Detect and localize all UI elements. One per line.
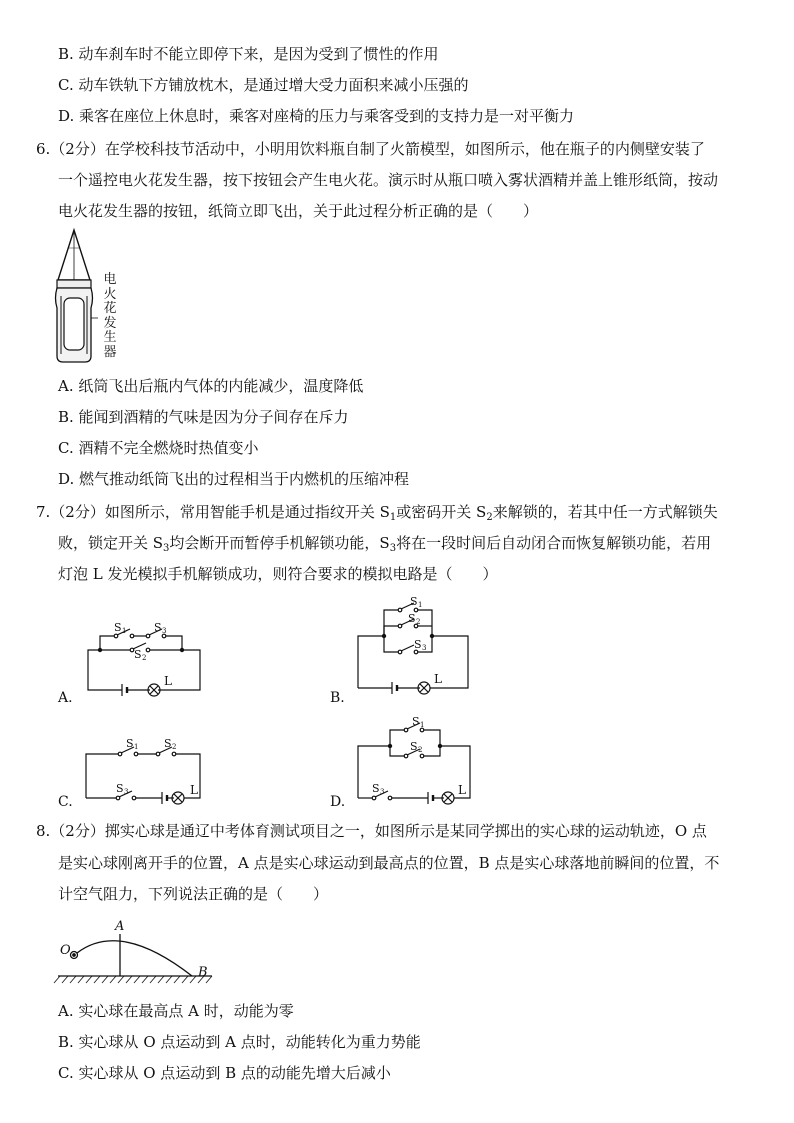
- circuit-c-label: C.: [58, 794, 73, 810]
- circuit-d-label: D.: [330, 794, 346, 810]
- label-char-5: 生: [103, 330, 117, 345]
- svg-text:1: 1: [420, 721, 425, 729]
- svg-text:1: 1: [134, 743, 139, 751]
- circuit-b-label: B.: [330, 690, 345, 706]
- q7-stem-line1: 7.（2分）如图所示，常用智能手机是通过指纹开关 $S_1$或密码开关 $S_2$来解锁的，若其中任一方式解锁失: [36, 503, 718, 523]
- q5-option-b: B. 动车刹车时不能立即停下来，是因为受到了惯性的作用: [58, 45, 439, 63]
- q6-stem-line2: 一个遥控电火花发生器，按下按钮会产生电火花。演示时从瓶口喷入雾状酒精并盖上锥形纸筒，按动: [58, 171, 719, 189]
- q8-stem-line3: 计空气阻力，下列说法正确的是（ ）: [58, 885, 329, 903]
- svg-text:1: 1: [122, 627, 127, 635]
- circuit-a-label: A.: [58, 690, 73, 706]
- svg-text:S: S: [164, 737, 172, 750]
- svg-text:S: S: [372, 782, 380, 795]
- shot-put-trajectory-figure: [52, 918, 222, 988]
- label-char-2: 火: [103, 286, 117, 302]
- circuit-b: [350, 596, 480, 696]
- svg-text:S: S: [134, 648, 142, 661]
- svg-text:S: S: [126, 737, 134, 750]
- q6-option-c: C. 酒精不完全燃烧时热值变小: [58, 439, 259, 457]
- point-b-label: B: [198, 965, 208, 980]
- q8-stem-line2: 是实心球刚离开手的位置，A 点是实心球运动到最高点的位置，B 点是实心球落地前瞬间的位置，不: [58, 854, 720, 872]
- q6-stem-line3: 电火花发生器的按钮，纸筒立即飞出，关于此过程分析正确的是（ ）: [58, 202, 539, 220]
- q7-stem-line2: 败，锁定开关 $S_3$均会断开而暂停手机解锁功能，$S_3$将在一段时间后自动闭合而恢复解锁功能，若用: [58, 534, 712, 554]
- q6-option-a: A. 纸筒飞出后瓶内气体的内能减少，温度降低: [58, 377, 364, 395]
- svg-text:L: L: [190, 783, 198, 797]
- svg-text:3: 3: [124, 788, 129, 796]
- svg-text:S: S: [412, 715, 420, 728]
- point-a-label: A: [115, 919, 125, 934]
- svg-text:S: S: [414, 638, 422, 651]
- label-char-6: 器: [103, 344, 117, 360]
- circuit-d: [350, 716, 480, 806]
- circuit-c: [80, 734, 210, 804]
- q5-option-d: D. 乘客在座位上休息时，乘客对座椅的压力与乘客受到的支持力是一对平衡力: [58, 107, 575, 125]
- svg-text:L: L: [434, 672, 442, 686]
- q5-option-c: C. 动车铁轨下方铺放枕木，是通过增大受力面积来减小压强的: [58, 76, 469, 94]
- circuit-a: [80, 618, 210, 698]
- svg-text:3: 3: [380, 788, 385, 796]
- svg-text:S: S: [408, 612, 416, 625]
- q7-stem-line3: 灯泡 L 发光模拟手机解锁成功，则符合要求的模拟电路是（ ）: [58, 565, 498, 583]
- svg-text:S: S: [114, 621, 122, 634]
- spark-generator-label: [102, 273, 118, 360]
- q6-option-b: B. 能闻到酒精的气味是因为分子间存在斥力: [58, 408, 349, 426]
- q6-option-d: D. 燃气推动纸筒飞出的过程相当于内燃机的压缩冲程: [58, 470, 410, 488]
- svg-text:S: S: [410, 740, 418, 753]
- point-o-label: O: [60, 943, 71, 958]
- svg-text:2: 2: [172, 743, 177, 751]
- svg-text:S: S: [410, 595, 418, 608]
- q6-stem-line1: 6.（2分）在学校科技节活动中，小明用饮料瓶自制了火箭模型，如图所示，他在瓶子的内侧壁安装了: [36, 140, 705, 158]
- q8-option-c: C. 实心球从 O 点运动到 B 点的动能先增大后减小: [58, 1064, 391, 1082]
- label-char-3: 花: [103, 301, 117, 316]
- svg-text:L: L: [458, 783, 466, 797]
- svg-text:S: S: [154, 621, 162, 634]
- q8-stem-line1: 8.（2分）掷实心球是通辽中考体育测试项目之一，如图所示是某同学掷出的实心球的运动轨迹，O 点: [36, 822, 707, 840]
- label-char-1: 电: [103, 272, 117, 287]
- svg-text:1: 1: [418, 601, 423, 609]
- svg-text:2: 2: [142, 654, 147, 662]
- svg-text:S: S: [116, 782, 124, 795]
- svg-text:2: 2: [416, 618, 421, 626]
- svg-text:2: 2: [418, 746, 423, 754]
- label-char-4: 发: [103, 315, 117, 331]
- svg-text:3: 3: [422, 644, 427, 652]
- q8-option-b: B. 实心球从 O 点运动到 A 点时，动能转化为重力势能: [58, 1033, 421, 1051]
- q8-option-a: A. 实心球在最高点 A 时，动能为零: [58, 1002, 294, 1020]
- svg-text:3: 3: [162, 627, 167, 635]
- svg-text:L: L: [164, 674, 172, 688]
